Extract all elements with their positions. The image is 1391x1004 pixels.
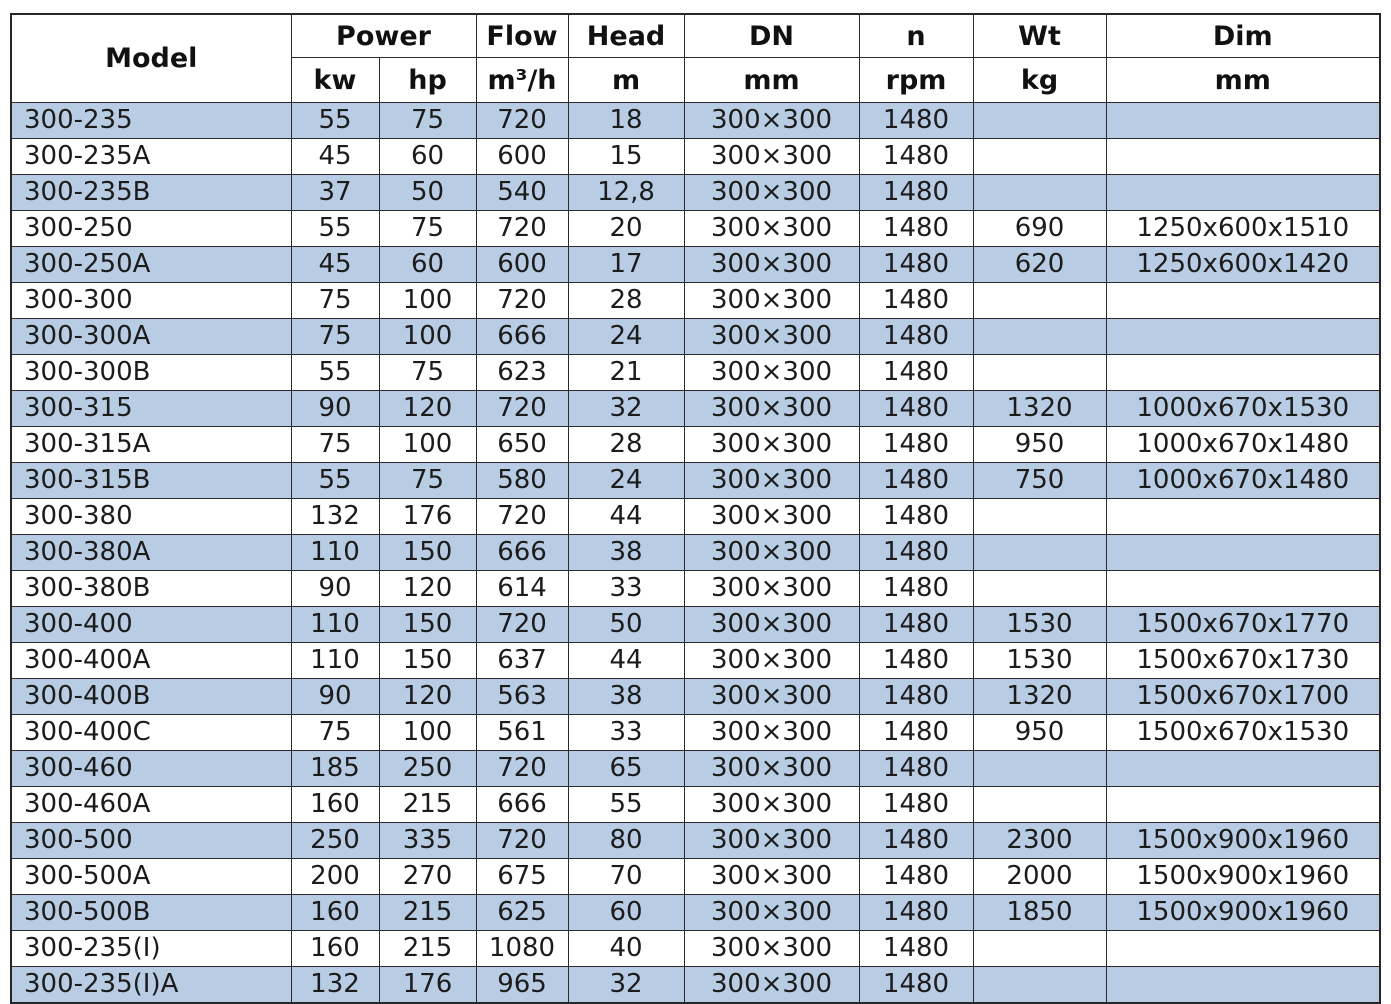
kw-cell: 75: [291, 283, 379, 319]
dim-cell: 1000x670x1530: [1106, 391, 1380, 427]
flow-cell: 720: [476, 103, 568, 139]
table-row: [11, 823, 1380, 859]
flow-cell: 600: [476, 247, 568, 283]
flow-cell: 720: [476, 211, 568, 247]
dn-cell: 300×300: [684, 175, 859, 211]
dim-cell: [1106, 535, 1380, 571]
kw-cell: 110: [291, 535, 379, 571]
n-cell: 1480: [859, 499, 973, 535]
dn-cell: 300×300: [684, 931, 859, 967]
dim-cell: [1106, 175, 1380, 211]
dim-cell: 1500x670x1730: [1106, 643, 1380, 679]
wt-cell: [973, 283, 1106, 319]
head-cell: 33: [568, 571, 684, 607]
wt-cell: 2000: [973, 859, 1106, 895]
dim-cell: [1106, 139, 1380, 175]
head-cell: 44: [568, 499, 684, 535]
dim-cell: 1500x900x1960: [1106, 859, 1380, 895]
dn-cell: 300×300: [684, 787, 859, 823]
header-dn: DN: [684, 14, 859, 58]
flow-cell: 580: [476, 463, 568, 499]
wt-cell: 750: [973, 463, 1106, 499]
dim-cell: 1500x670x1700: [1106, 679, 1380, 715]
head-cell: 38: [568, 679, 684, 715]
dim-cell: [1106, 967, 1380, 1004]
model-cell: 300-300: [11, 283, 291, 319]
n-cell: 1480: [859, 319, 973, 355]
dim-cell: [1106, 355, 1380, 391]
hp-cell: 100: [379, 283, 476, 319]
model-cell: 300-380B: [11, 571, 291, 607]
header-head-unit: m: [568, 58, 684, 103]
model-cell: 300-250A: [11, 247, 291, 283]
hp-cell: 215: [379, 787, 476, 823]
head-cell: 28: [568, 427, 684, 463]
kw-cell: 75: [291, 715, 379, 751]
wt-cell: 690: [973, 211, 1106, 247]
table-row: [11, 967, 1380, 1004]
hp-cell: 60: [379, 139, 476, 175]
hp-cell: 75: [379, 463, 476, 499]
flow-cell: 600: [476, 139, 568, 175]
table-row: [11, 247, 1380, 283]
header-wt: Wt: [973, 14, 1106, 58]
wt-cell: [973, 571, 1106, 607]
header-power: Power: [291, 14, 476, 58]
dn-cell: 300×300: [684, 607, 859, 643]
hp-cell: 215: [379, 895, 476, 931]
dim-cell: [1106, 751, 1380, 787]
header-dn-unit: mm: [684, 58, 859, 103]
header-n-unit: rpm: [859, 58, 973, 103]
model-cell: 300-235A: [11, 139, 291, 175]
model-cell: 300-235B: [11, 175, 291, 211]
wt-cell: 950: [973, 427, 1106, 463]
head-cell: 24: [568, 463, 684, 499]
wt-cell: 2300: [973, 823, 1106, 859]
kw-cell: 90: [291, 571, 379, 607]
hp-cell: 176: [379, 967, 476, 1004]
flow-cell: 614: [476, 571, 568, 607]
model-cell: 300-250: [11, 211, 291, 247]
flow-cell: 720: [476, 823, 568, 859]
hp-cell: 75: [379, 355, 476, 391]
head-cell: 21: [568, 355, 684, 391]
head-cell: 50: [568, 607, 684, 643]
wt-cell: 1850: [973, 895, 1106, 931]
flow-cell: 625: [476, 895, 568, 931]
dim-cell: 1250x600x1510: [1106, 211, 1380, 247]
table-row: [11, 643, 1380, 679]
head-cell: 65: [568, 751, 684, 787]
head-cell: 55: [568, 787, 684, 823]
n-cell: 1480: [859, 427, 973, 463]
hp-cell: 335: [379, 823, 476, 859]
head-cell: 44: [568, 643, 684, 679]
dim-cell: [1106, 571, 1380, 607]
dn-cell: 300×300: [684, 679, 859, 715]
dn-cell: 300×300: [684, 391, 859, 427]
table-row: [11, 679, 1380, 715]
model-cell: 300-315B: [11, 463, 291, 499]
dn-cell: 300×300: [684, 103, 859, 139]
header-dim: Dim: [1106, 14, 1380, 58]
wt-cell: 1320: [973, 679, 1106, 715]
model-cell: 300-235(I): [11, 931, 291, 967]
kw-cell: 55: [291, 103, 379, 139]
kw-cell: 160: [291, 787, 379, 823]
table-row: [11, 211, 1380, 247]
dim-cell: [1106, 283, 1380, 319]
hp-cell: 50: [379, 175, 476, 211]
dn-cell: 300×300: [684, 535, 859, 571]
table-row: [11, 787, 1380, 823]
table-row: [11, 427, 1380, 463]
n-cell: 1480: [859, 679, 973, 715]
model-cell: 300-315: [11, 391, 291, 427]
kw-cell: 160: [291, 895, 379, 931]
dn-cell: 300×300: [684, 499, 859, 535]
flow-cell: 666: [476, 535, 568, 571]
wt-cell: 1320: [973, 391, 1106, 427]
flow-cell: 720: [476, 607, 568, 643]
wt-cell: 1530: [973, 607, 1106, 643]
dn-cell: 300×300: [684, 463, 859, 499]
model-cell: 300-460: [11, 751, 291, 787]
n-cell: 1480: [859, 787, 973, 823]
flow-cell: 666: [476, 787, 568, 823]
n-cell: 1480: [859, 607, 973, 643]
flow-cell: 720: [476, 751, 568, 787]
kw-cell: 37: [291, 175, 379, 211]
wt-cell: 620: [973, 247, 1106, 283]
hp-cell: 215: [379, 931, 476, 967]
flow-cell: 720: [476, 499, 568, 535]
model-cell: 300-460A: [11, 787, 291, 823]
head-cell: 24: [568, 319, 684, 355]
wt-cell: [973, 787, 1106, 823]
flow-cell: 540: [476, 175, 568, 211]
flow-cell: 965: [476, 967, 568, 1004]
pump-spec-table: [10, 13, 1381, 1004]
dn-cell: 300×300: [684, 643, 859, 679]
wt-cell: [973, 535, 1106, 571]
hp-cell: 150: [379, 643, 476, 679]
dn-cell: 300×300: [684, 571, 859, 607]
flow-cell: 650: [476, 427, 568, 463]
header-flow: Flow: [476, 14, 568, 58]
head-cell: 20: [568, 211, 684, 247]
n-cell: 1480: [859, 391, 973, 427]
model-cell: 300-300B: [11, 355, 291, 391]
n-cell: 1480: [859, 139, 973, 175]
table-row: [11, 319, 1380, 355]
hp-cell: 250: [379, 751, 476, 787]
model-cell: 300-400A: [11, 643, 291, 679]
head-cell: 32: [568, 967, 684, 1004]
table-row: [11, 715, 1380, 751]
n-cell: 1480: [859, 715, 973, 751]
head-cell: 28: [568, 283, 684, 319]
table-row: [11, 391, 1380, 427]
table-header: [11, 14, 1380, 103]
flow-cell: 637: [476, 643, 568, 679]
table-row: [11, 535, 1380, 571]
kw-cell: 55: [291, 463, 379, 499]
n-cell: 1480: [859, 103, 973, 139]
dn-cell: 300×300: [684, 751, 859, 787]
dim-cell: 1500x670x1770: [1106, 607, 1380, 643]
n-cell: 1480: [859, 967, 973, 1004]
kw-cell: 90: [291, 679, 379, 715]
dn-cell: 300×300: [684, 859, 859, 895]
kw-cell: 110: [291, 607, 379, 643]
kw-cell: 160: [291, 931, 379, 967]
header-dim-unit: mm: [1106, 58, 1380, 103]
table-row: [11, 931, 1380, 967]
kw-cell: 200: [291, 859, 379, 895]
head-cell: 33: [568, 715, 684, 751]
flow-cell: 720: [476, 283, 568, 319]
header-model: Model: [11, 14, 291, 103]
table-row: [11, 607, 1380, 643]
hp-cell: 150: [379, 535, 476, 571]
n-cell: 1480: [859, 283, 973, 319]
wt-cell: [973, 967, 1106, 1004]
table-row: [11, 355, 1380, 391]
header-power-hp: hp: [379, 58, 476, 103]
head-cell: 38: [568, 535, 684, 571]
kw-cell: 45: [291, 247, 379, 283]
n-cell: 1480: [859, 823, 973, 859]
wt-cell: [973, 175, 1106, 211]
model-cell: 300-400B: [11, 679, 291, 715]
n-cell: 1480: [859, 859, 973, 895]
kw-cell: 90: [291, 391, 379, 427]
wt-cell: [973, 355, 1106, 391]
dn-cell: 300×300: [684, 139, 859, 175]
model-cell: 300-500B: [11, 895, 291, 931]
wt-cell: [973, 139, 1106, 175]
table-row: [11, 859, 1380, 895]
head-cell: 18: [568, 103, 684, 139]
flow-cell: 561: [476, 715, 568, 751]
header-n: n: [859, 14, 973, 58]
dim-cell: 1500x900x1960: [1106, 823, 1380, 859]
table-row: [11, 175, 1380, 211]
dim-cell: 1000x670x1480: [1106, 463, 1380, 499]
n-cell: 1480: [859, 211, 973, 247]
table-row: [11, 139, 1380, 175]
dim-cell: [1106, 931, 1380, 967]
wt-cell: [973, 319, 1106, 355]
model-cell: 300-400: [11, 607, 291, 643]
dim-cell: 1500x670x1530: [1106, 715, 1380, 751]
dim-cell: [1106, 319, 1380, 355]
wt-cell: [973, 103, 1106, 139]
n-cell: 1480: [859, 895, 973, 931]
wt-cell: [973, 931, 1106, 967]
dn-cell: 300×300: [684, 211, 859, 247]
kw-cell: 55: [291, 211, 379, 247]
n-cell: 1480: [859, 175, 973, 211]
n-cell: 1480: [859, 247, 973, 283]
head-cell: 40: [568, 931, 684, 967]
flow-cell: 675: [476, 859, 568, 895]
n-cell: 1480: [859, 463, 973, 499]
dim-cell: 1000x670x1480: [1106, 427, 1380, 463]
dim-cell: 1250x600x1420: [1106, 247, 1380, 283]
flow-cell: 1080: [476, 931, 568, 967]
table-row: [11, 283, 1380, 319]
n-cell: 1480: [859, 931, 973, 967]
table-row: [11, 751, 1380, 787]
hp-cell: 120: [379, 679, 476, 715]
head-cell: 15: [568, 139, 684, 175]
hp-cell: 150: [379, 607, 476, 643]
dn-cell: 300×300: [684, 895, 859, 931]
table-body: [11, 103, 1380, 1004]
dn-cell: 300×300: [684, 715, 859, 751]
dim-cell: [1106, 499, 1380, 535]
flow-cell: 563: [476, 679, 568, 715]
n-cell: 1480: [859, 643, 973, 679]
hp-cell: 100: [379, 715, 476, 751]
dim-cell: 1500x900x1960: [1106, 895, 1380, 931]
dim-cell: [1106, 103, 1380, 139]
head-cell: 60: [568, 895, 684, 931]
wt-cell: [973, 499, 1106, 535]
kw-cell: 250: [291, 823, 379, 859]
model-cell: 300-500A: [11, 859, 291, 895]
head-cell: 32: [568, 391, 684, 427]
hp-cell: 120: [379, 391, 476, 427]
model-cell: 300-300A: [11, 319, 291, 355]
table-row: [11, 571, 1380, 607]
flow-cell: 666: [476, 319, 568, 355]
kw-cell: 75: [291, 427, 379, 463]
n-cell: 1480: [859, 571, 973, 607]
model-cell: 300-380: [11, 499, 291, 535]
wt-cell: [973, 751, 1106, 787]
head-cell: 17: [568, 247, 684, 283]
hp-cell: 100: [379, 319, 476, 355]
dn-cell: 300×300: [684, 283, 859, 319]
dn-cell: 300×300: [684, 427, 859, 463]
table-row: [11, 895, 1380, 931]
dn-cell: 300×300: [684, 355, 859, 391]
kw-cell: 110: [291, 643, 379, 679]
table-row: [11, 463, 1380, 499]
head-cell: 12,8: [568, 175, 684, 211]
kw-cell: 55: [291, 355, 379, 391]
header-power-kw: kw: [291, 58, 379, 103]
hp-cell: 100: [379, 427, 476, 463]
n-cell: 1480: [859, 751, 973, 787]
dim-cell: [1106, 787, 1380, 823]
head-cell: 80: [568, 823, 684, 859]
head-cell: 70: [568, 859, 684, 895]
model-cell: 300-315A: [11, 427, 291, 463]
wt-cell: 1530: [973, 643, 1106, 679]
hp-cell: 60: [379, 247, 476, 283]
table-row: [11, 499, 1380, 535]
kw-cell: 185: [291, 751, 379, 787]
flow-cell: 623: [476, 355, 568, 391]
dn-cell: 300×300: [684, 319, 859, 355]
wt-cell: 950: [973, 715, 1106, 751]
hp-cell: 120: [379, 571, 476, 607]
dn-cell: 300×300: [684, 967, 859, 1004]
model-cell: 300-235: [11, 103, 291, 139]
hp-cell: 75: [379, 103, 476, 139]
flow-cell: 720: [476, 391, 568, 427]
model-cell: 300-380A: [11, 535, 291, 571]
table-row: [11, 103, 1380, 139]
kw-cell: 132: [291, 499, 379, 535]
header-head: Head: [568, 14, 684, 58]
hp-cell: 176: [379, 499, 476, 535]
kw-cell: 45: [291, 139, 379, 175]
n-cell: 1480: [859, 535, 973, 571]
hp-cell: 75: [379, 211, 476, 247]
model-cell: 300-400C: [11, 715, 291, 751]
kw-cell: 75: [291, 319, 379, 355]
kw-cell: 132: [291, 967, 379, 1004]
dn-cell: 300×300: [684, 823, 859, 859]
header-flow-unit: m³/h: [476, 58, 568, 103]
header-wt-unit: kg: [973, 58, 1106, 103]
n-cell: 1480: [859, 355, 973, 391]
model-cell: 300-235(I)A: [11, 967, 291, 1004]
hp-cell: 270: [379, 859, 476, 895]
model-cell: 300-500: [11, 823, 291, 859]
header-row-names: [11, 14, 1380, 58]
dn-cell: 300×300: [684, 247, 859, 283]
